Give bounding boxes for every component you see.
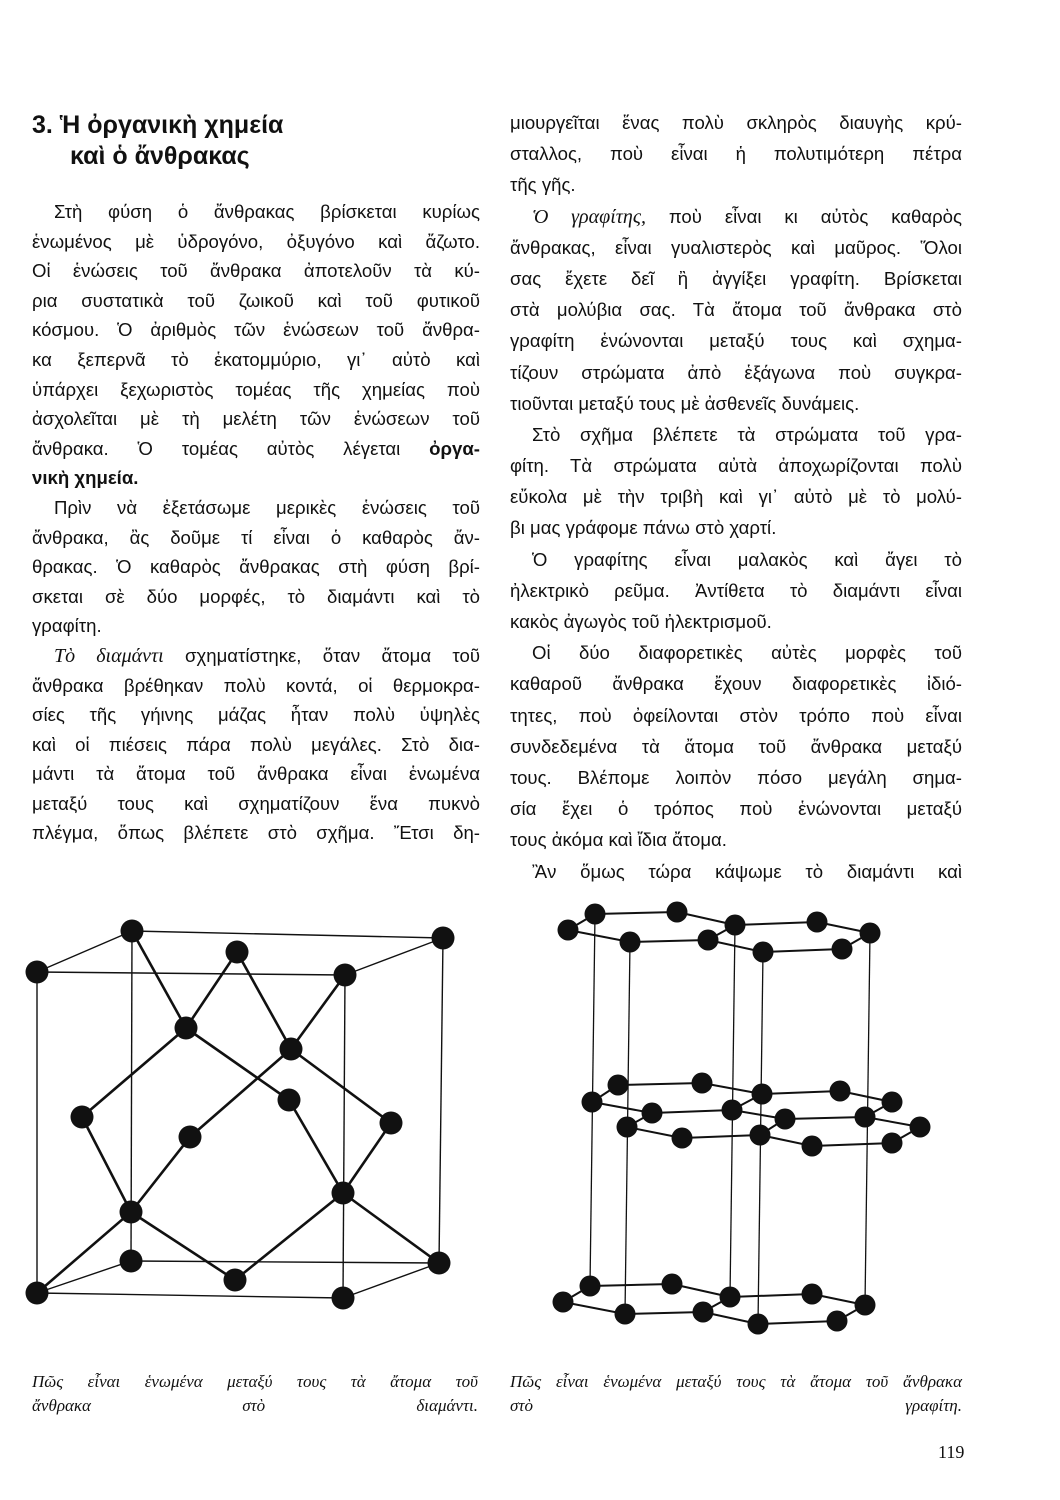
text-segment: σταλλος, ποὺ εἶναι ἡ πολυτιμότερη πέτρα — [510, 143, 962, 165]
text-segment: σχηματίστηκε, ὅταν ἄτομα τοῦ — [163, 644, 480, 666]
carbon-atom — [585, 904, 606, 925]
text-segment: Οἱ δύο διαφορετικὲς αὐτὲς μορφὲς τοῦ — [532, 642, 962, 664]
cell-edge-line — [343, 1263, 439, 1298]
carbon-atom — [720, 1287, 741, 1308]
text-segment: συνδεδεμένα τὰ ἄτομα τοῦ ἄνθρακα μεταξύ — [510, 735, 962, 757]
carbon-atom — [855, 1107, 876, 1128]
carbon-atom — [830, 1081, 851, 1102]
bond-line — [291, 1049, 391, 1123]
text-segment: ἠλεκτρικὸ ρεῦμα. Ἀντίθετα τὸ διαμάντι εἶναι — [510, 579, 962, 601]
cell-edge-line — [758, 1321, 837, 1324]
cell-edge-line — [343, 975, 345, 1298]
text-segment: τητες, ποὺ ὀφείλονται στὸν τρόπο ποὺ εἶναι — [510, 704, 962, 726]
carbon-atom — [428, 1252, 451, 1275]
cell-edge-line — [812, 1143, 892, 1146]
cell-edge-line — [595, 912, 677, 914]
carbon-atom — [827, 1311, 848, 1332]
text-segment: μιουργεῖται ἕνας πολὺ σκληρὸς διαυγὴς κρύ- — [510, 112, 962, 133]
italic-term: Τὸ διαμάντι — [54, 644, 164, 667]
carbon-atom — [807, 912, 828, 933]
carbon-atom — [802, 1284, 823, 1305]
bond-line — [82, 1028, 186, 1117]
text-segment: ἄνθρακα βρέθηκαν πολὺ κοντά, οἱ θερμοκρα- — [32, 674, 480, 696]
bold-term: νικὴ χημεία. — [32, 467, 139, 489]
bond-line — [291, 975, 345, 1049]
carbon-atom — [334, 964, 357, 987]
carbon-atom — [71, 1106, 94, 1129]
carbon-atom — [667, 902, 688, 923]
carbon-atom — [722, 1100, 743, 1121]
carbon-atom — [775, 1109, 796, 1130]
carbon-atom — [582, 1092, 603, 1113]
carbon-atom — [26, 1282, 49, 1305]
carbon-atom — [558, 920, 579, 941]
carbon-atom — [748, 1314, 769, 1335]
italic-term: Ὁ γραφίτης, — [532, 205, 646, 228]
carbon-atom — [608, 1075, 629, 1096]
text-segment: κόσμου. Ὁ ἀριθμὸς τῶν ἑνώσεων τοῦ ἄνθρα- — [32, 319, 480, 341]
cell-edge-line — [763, 949, 842, 952]
carbon-atom — [26, 961, 49, 984]
heading-line-1: 3. Ἡ ὀργανικὴ χημεία — [32, 111, 284, 139]
carbon-atom — [882, 1133, 903, 1154]
text-segment: σία ἔχει ὁ τρόπος ποὺ ἑνώνονται μεταξύ — [510, 798, 962, 820]
text-segment: τιοῦνται μεταξύ τους μὲ ἀσθενεῖς δυνάμεις. — [510, 392, 860, 414]
text-segment: μεταξύ τους καὶ σχηματίζουν ἕνα πυκνὸ — [32, 792, 480, 814]
cell-edge-line — [37, 1261, 131, 1293]
carbon-atom — [752, 1084, 773, 1105]
carbon-atom — [802, 1136, 823, 1157]
text-segment: καὶ οἱ πιέσεις πάρα πολὺ μεγάλες. Στὸ δια- — [32, 733, 480, 755]
text-segment: ἄνθρακα, ἂς δοῦμε τί εἶναι ὁ καθαρὸς ἄν- — [32, 526, 480, 548]
text-segment: μάντι τὰ ἄτομα τοῦ ἄνθρακα εἶναι ἑνωμένα — [32, 763, 480, 785]
carbon-atom — [432, 927, 455, 950]
diamond-lattice-diagram — [26, 920, 455, 1310]
page-number: 119 — [938, 1442, 965, 1462]
bond-line — [132, 931, 186, 1028]
text-segment: τῆς γῆς. — [510, 174, 576, 196]
cell-edge-line — [132, 931, 443, 938]
cell-edge-line — [439, 938, 443, 1263]
carbon-atom — [615, 1304, 636, 1325]
text-segment: σας ἔχετε δεῖ ἢ ἀγγίξει γραφίτη. Βρίσκεται — [510, 267, 962, 289]
text-segment: Ἂν ὅμως τώρα κάψωμε τὸ διαμάντι καὶ — [532, 860, 962, 882]
carbon-atom — [910, 1117, 931, 1138]
text-segment: βι μας γράφομε πάνω στὸ χαρτί. — [510, 517, 777, 539]
carbon-atom — [672, 1128, 693, 1149]
text-segment: στὰ μολύβια σας. Τὰ ἄτομα τοῦ ἄνθρακα στὸ — [510, 299, 962, 321]
bond-line — [190, 1049, 291, 1137]
bond-line — [343, 1193, 439, 1263]
carbon-atom — [380, 1112, 403, 1135]
text-segment: γραφίτη ἑνώνονται μεταξύ τους καὶ σχημα- — [510, 330, 962, 352]
carbon-atom — [698, 930, 719, 951]
carbon-atom — [120, 1250, 143, 1273]
carbon-atom — [332, 1287, 355, 1310]
caption-line: Πῶς εἶναι ἑνωμένα μεταξύ τους τὰ ἄτομα τοῦ ἄνθρακα — [510, 1372, 962, 1391]
caption-line: ἄνθρακα στὸ διαμάντι. — [32, 1396, 478, 1415]
cell-edge-line — [625, 1312, 703, 1314]
text-segment: φίτη. Τὰ στρώματα αὐτὰ ἀποχωρίζονται πολὺ — [510, 455, 962, 477]
text-segment: καθαροῦ ἄνθρακα ἔχουν διαφορετικὲς ἰδιό- — [510, 673, 962, 695]
carbon-atom — [693, 1302, 714, 1323]
bond-line — [186, 952, 237, 1028]
caption-line: στὸ γραφίτη. — [510, 1396, 962, 1415]
carbon-atom — [832, 939, 853, 960]
text-segment: Οἱ ἑνώσεις τοῦ ἄνθρακα ἀποτελοῦν τὰ κύ- — [32, 260, 480, 282]
graphite-layers-diagram — [553, 902, 931, 1335]
text-segment: ἑνωμένος μὲ ὑδρογόνο, ὀξυγόνο καὶ ἄζωτο. — [32, 230, 480, 252]
carbon-atom — [175, 1017, 198, 1040]
text-segment: σίες τῆς γήινης μάζας ἦταν πολὺ ὑψηλὲς — [32, 704, 480, 726]
diamond-caption — [32, 1370, 478, 1418]
cell-edge-line — [131, 1261, 439, 1263]
carbon-atom — [332, 1182, 355, 1205]
carbon-atom — [120, 1201, 143, 1224]
graphite-caption — [510, 1370, 962, 1418]
carbon-atom — [855, 1295, 876, 1316]
cell-edge-line — [762, 1091, 840, 1094]
carbon-atom — [662, 1274, 683, 1295]
bond-line — [131, 1137, 190, 1212]
text-segment: Στὸ σχῆμα βλέπετε τὰ στρώματα τοῦ γρα- — [532, 423, 962, 445]
bond-line — [37, 1212, 131, 1293]
text-segment: ὑπάρχει ξεχωριστὸς τομέας τῆς χημείας ποὺ — [32, 378, 480, 400]
text-segment: πλέγμα, ὅπως βλέπετε στὸ σχῆμα. Ἔτσι δη- — [32, 822, 480, 844]
carbon-atom — [226, 941, 249, 964]
carbon-atom — [580, 1276, 601, 1297]
text-segment: τίζουν στρώματα ἀπὸ ἑξάγωνα ποὺ συγκρα- — [510, 361, 962, 383]
text-segment: ποὺ εἶναι κι αὐτὸς καθαρὸς — [645, 205, 962, 227]
carbon-atom — [280, 1038, 303, 1061]
carbon-atom — [750, 1125, 771, 1146]
text-segment: Ὁ γραφίτης εἶναι μαλακὸς καὶ ἄγει τὸ — [532, 548, 962, 570]
cell-edge-line — [37, 931, 132, 972]
cell-edge-line — [345, 938, 443, 975]
carbon-atom — [692, 1073, 713, 1094]
cell-edge-line — [730, 1294, 812, 1297]
text-segment: ρια συστατικὰ τοῦ ζωικοῦ καὶ τοῦ φυτικοῦ — [32, 289, 480, 311]
text-segment: Πρὶν νὰ ἐξετάσωμε μερικὲς ἑνώσεις τοῦ — [54, 496, 480, 518]
text-segment: τους. Βλέπομε λοιπὸν πόσο μεγάλη σημα- — [510, 766, 962, 788]
cell-edge-line — [652, 1110, 732, 1113]
text-segment: θρακας. Ὁ καθαρὸς ἄνθρακας στὴ φύση βρί- — [32, 556, 480, 578]
carbon-atom — [882, 1092, 903, 1113]
cell-edge-line — [618, 1083, 702, 1085]
carbon-atom — [753, 942, 774, 963]
carbon-atom — [642, 1103, 663, 1124]
text-segment: Στὴ φύση ὁ ἄνθρακας βρίσκεται κυρίως — [54, 201, 480, 222]
text-segment: κακὸς ἀγωγὸς τοῦ ἠλεκτρισμοῦ. — [510, 611, 772, 632]
carbon-atom — [725, 915, 746, 936]
carbon-atom — [617, 1117, 638, 1138]
cell-edge-line — [785, 1117, 865, 1119]
text-segment: ἄνθρακας, εἶναι γυαλιστερὸς καὶ μαῦρος. Ὅλοι — [510, 236, 962, 258]
bold-term: ὀργα- — [429, 437, 480, 459]
carbon-atom — [179, 1126, 202, 1149]
text-segment: τους ἀκόμα καὶ ἴδια ἄτομα. — [510, 829, 727, 851]
carbon-atom — [553, 1292, 574, 1313]
bond-line — [82, 1117, 131, 1212]
text-segment: εὔκολα μὲ τὴν τριβὴ καὶ γι᾿ αὐτὸ μὲ τὸ μολύ- — [510, 486, 962, 508]
bond-line — [237, 952, 291, 1049]
text-segment: σκεται σὲ δύο μορφές, τὸ διαμάντι καὶ τὸ — [32, 585, 480, 607]
bond-line — [235, 1193, 343, 1280]
text-segment: γραφίτη. — [32, 615, 102, 637]
carbon-atom — [620, 932, 641, 953]
cell-edge-line — [682, 1135, 760, 1138]
text-segment: κα ξεπερνᾶ τὸ ἑκατομμύριο, γι᾿ αὐτὸ καὶ — [32, 348, 480, 370]
carbon-atom — [278, 1089, 301, 1112]
bond-line — [343, 1123, 391, 1193]
carbon-atom — [224, 1269, 247, 1292]
cell-edge-line — [735, 922, 817, 925]
text-segment: ἀσχολεῖται μὲ τὴ μελέτη τῶν ἑνώσεων τοῦ — [32, 408, 480, 430]
bond-line — [289, 1100, 343, 1193]
bond-line — [131, 1212, 235, 1280]
cell-edge-line — [630, 940, 708, 942]
carbon-atom — [860, 923, 881, 944]
caption-line: Πῶς εἶναι ἑνωμένα μεταξύ τους τὰ ἄτομα τοῦ — [32, 1372, 478, 1391]
cell-edge-line — [37, 1293, 343, 1298]
cell-edge-line — [590, 1284, 672, 1286]
heading-line-2: καὶ ὁ ἄνθρακας — [70, 142, 250, 170]
cell-edge-line — [37, 972, 345, 975]
text-segment: ἄνθρακα. Ὁ τομέας αὐτὸς λέγεται — [32, 437, 430, 459]
carbon-atom — [121, 920, 144, 943]
